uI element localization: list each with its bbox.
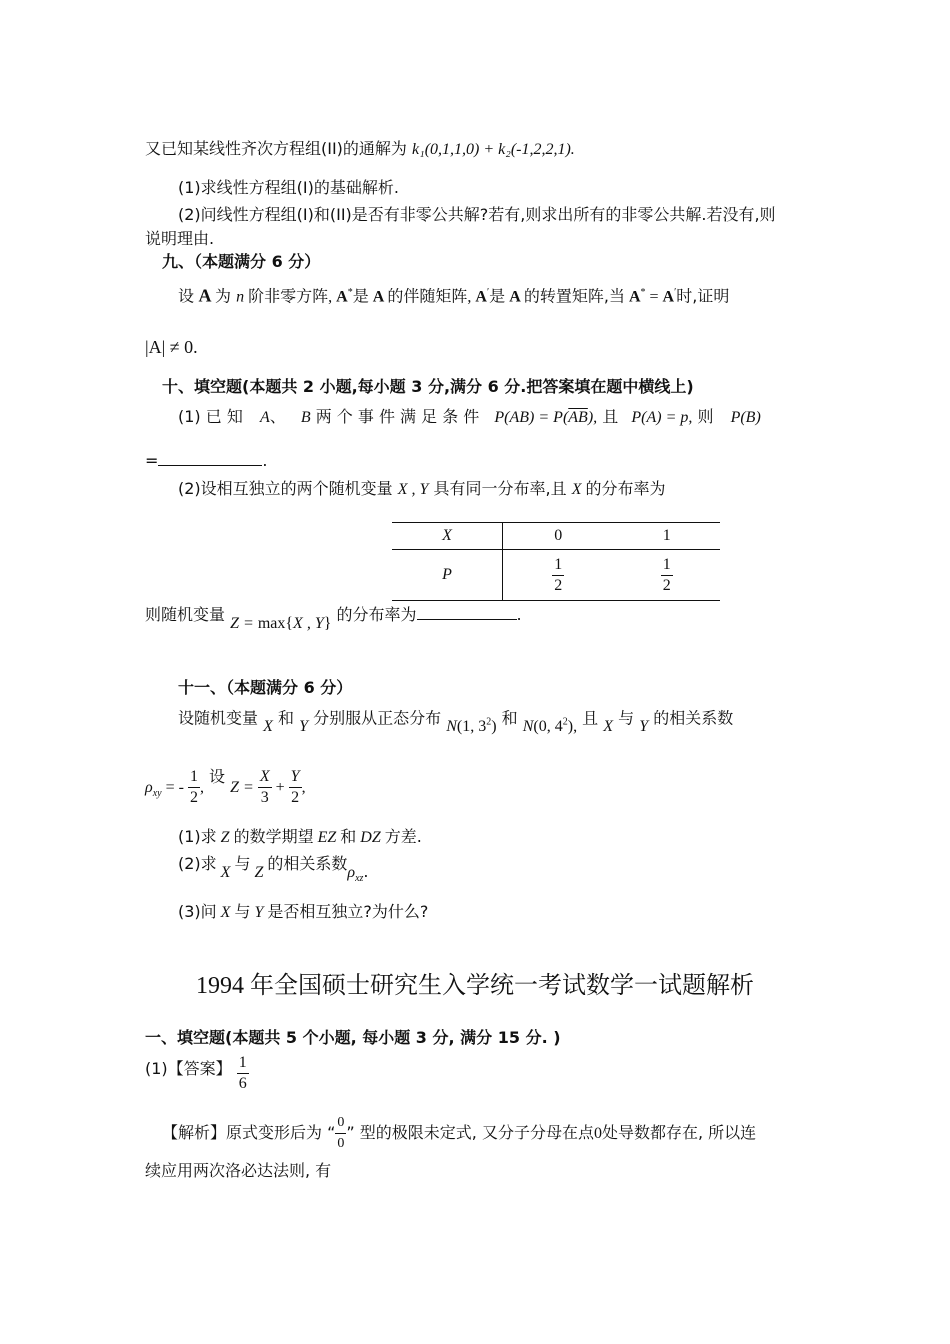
table-val-1: 1 — [613, 523, 720, 550]
q11-item2: (2)求 X 与 Z 的相关系数$\rho_{xz}$. — [178, 854, 369, 885]
q8-item2b: 说明理由. — [145, 229, 215, 248]
q8-general-solution: k₁(0,1,1,0) + k₂(-1,2,2,1). — [412, 141, 575, 158]
solution-title: 1994 年全国硕士研究生入学统一考试数学一试题解析 — [196, 973, 754, 999]
q9-result: |A| ≠ 0. — [145, 337, 198, 357]
q10-p2-end: 则随机变量 Z = max{X , Y} 的分布率为 . — [145, 605, 522, 632]
table-prob-1: $\frac{1}{2}$ — [613, 550, 720, 601]
q10-p1-blank: = . — [145, 451, 268, 470]
table-prob-0: $\frac{1}{2}$ — [503, 550, 614, 601]
table-x-label: X — [392, 523, 503, 550]
distribution-table — [392, 522, 720, 601]
q10-heading: 十、填空题(本题共 2 小题,每小题 3 分,满分 6 分.把答案填在题中横线上) — [162, 377, 694, 396]
q10-p1: (1) 已 知 A、 B 两 个 事 件 满 足 条 件 $P(AB) = P(\overline{AB})$, 且 P(A) = p, 则 P(B) — [178, 407, 761, 426]
q11-line2: $\rho_{xy}$ = - $\frac{1}{2}$ , 设 Z = $\frac{X}{3}$ + $\frac{Y}{2}$ , — [145, 767, 306, 806]
q9-heading: 九、（本题满分 6 分） — [162, 252, 321, 271]
q10-p2: (2)设相互独立的两个随机变量 X , Y 具有同一分布率,且 X 的分布率为 — [178, 479, 666, 498]
q9-text: 设 A 为 n 阶非零方阵, A*是 A 的伴随矩阵, A′是 A 的转置矩阵,当 A* = A′时,证明 — [178, 285, 730, 306]
analysis-line2: 续应用两次洛必达法则, 有 — [145, 1161, 332, 1180]
q8-line1: 又已知某线性齐次方程组(II)的通解为 k₁(0,1,1,0) + k₂(-1,2,2,1). — [145, 139, 575, 158]
q11-line1: 设随机变量 X 和 Y 分别服从正态分布 N(1, $3^2$) 和 N(0, $4^2$), 且 X 与 Y 的相关系数 — [178, 708, 734, 736]
table-p-label: P — [392, 550, 503, 601]
q8-item1: (1)求线性方程组(I)的基础解析. — [178, 178, 399, 197]
q8-item2a: (2)问线性方程组(I)和(II)是否有非零公共解?若有,则求出所有的非零公共解.若没有,则 — [178, 205, 776, 224]
q11-item1: (1)求 Z 的数学期望 EZ 和 DZ 方差. — [178, 827, 422, 846]
table-val-0: 0 — [503, 523, 614, 550]
analysis-line1: 【解析】原式变形后为 “ $\frac{0}{0}$ ” 型的极限未定式, 又分子分母在点0处导数都存在, 所以连 — [162, 1115, 757, 1151]
q11-item3: (3)问 X 与 Y 是否相互独立?为什么? — [178, 902, 429, 921]
q11-heading: 十一、（本题满分 6 分） — [178, 678, 353, 697]
answer-1: (1)【答案】 $\frac{1}{6}$ — [145, 1054, 247, 1092]
solution-section1: 一、填空题(本题共 5 个小题, 每小题 3 分, 满分 15 分. ) — [145, 1028, 561, 1047]
